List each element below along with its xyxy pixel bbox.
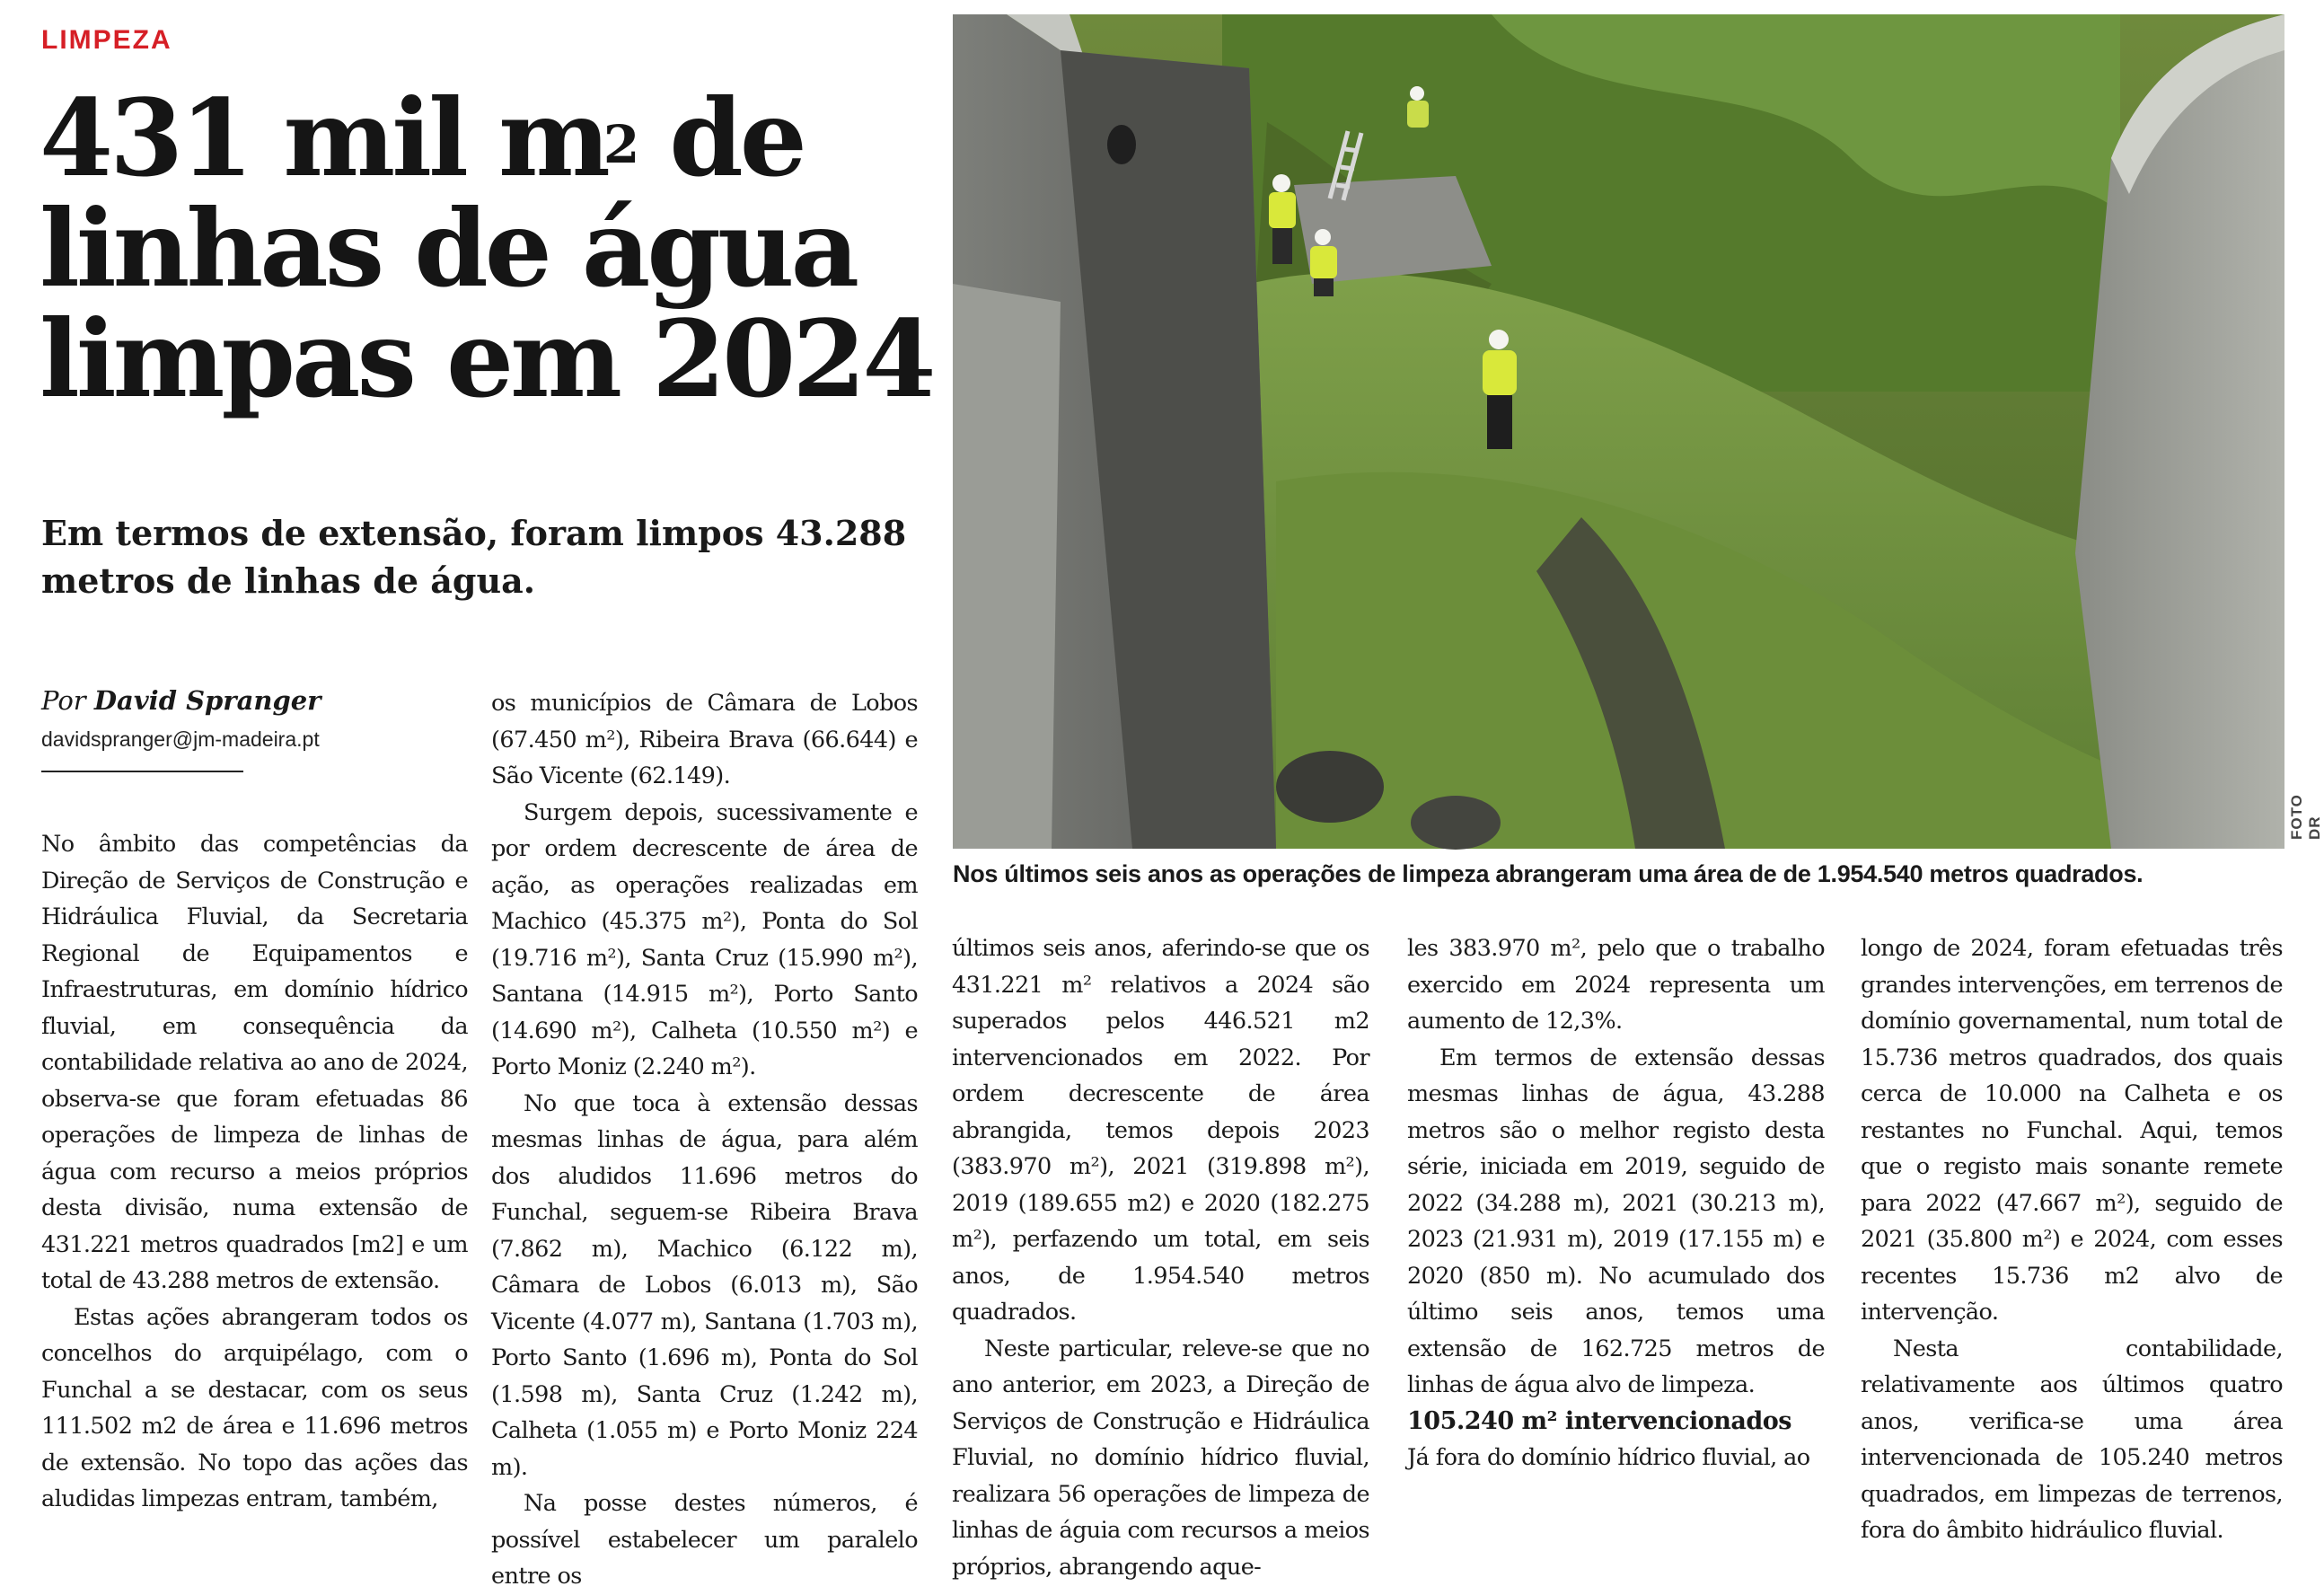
- body-column-3: [952, 930, 1369, 1585]
- subheading: 105.240 m² intervencionados: [1407, 1406, 1791, 1435]
- headline-line1: 431 mil $m^2$ de: [40, 75, 804, 200]
- photo-credit: FOTO DR: [2288, 794, 2323, 840]
- paragraph: últimos seis anos, aferindo-se que os 431.221 m² relativos a 2024 são superados pelos 446.521 m2 intervencionados em 2022. Por ordem decrescente de área abrangida, temos depois 2023 (383.970 m²), 2021 (319.898 m²), 2019 (189.655 m2) e 2020 (182.275 m²), perfazendo um total, em seis anos, de 1.954.540 metros quadrados.: [952, 935, 1369, 1326]
- paragraph: Neste particular, releve-se que no ano anterior, em 2023, a Direção de Serviços de Construção e Hidráulica Fluvial, no domínio hídrico fluvial, realizara 56 operações de limpeza de linhas de águia com recursos a meios próprios, abrangendo aque-: [952, 1335, 1369, 1581]
- headline-line2: linhas de água: [40, 186, 857, 311]
- paragraph: Estas ações abrangeram todos os concelhos do arquipélago, com o Funchal a se destacar, com os seus 111.502 m2 de área e 11.696 metros de extensão. No topo das ações das aludidas limpezas entram, também,: [41, 1303, 468, 1512]
- body-column-5: [1861, 930, 2283, 1549]
- headline-line3: limpas em 2024: [40, 296, 933, 421]
- paragraph: Já fora do domínio hídrico fluvial, ao: [1407, 1444, 1810, 1471]
- byline-prefix: Por: [41, 685, 94, 716]
- byline-author: David Spranger: [93, 685, 321, 716]
- lead-paragraph: Em termos de extensão, foram limpos 43.288 metros de linhas de água.: [41, 513, 907, 601]
- paragraph: les 383.970 m², pelo que o trabalho exercido em 2024 representa um aumento de 12,3%.: [1407, 935, 1825, 1035]
- paragraph: os municípios de Câmara de Lobos (67.450 m²), Ribeira Brava (66.644) e São Vicente (62.149).: [491, 690, 918, 789]
- paragraph: Nesta contabilidade, relativamente aos últimos quatro anos, verifica-se uma área intervencionada de 105.240 metros quadrados, em limpezas de terrenos, fora do âmbito hidráulico fluvial.: [1861, 1335, 2283, 1544]
- paragraph: Na posse destes números, é possível estabelecer um paralelo entre os: [491, 1490, 918, 1590]
- headline: [40, 75, 946, 421]
- paragraph: Em termos de extensão dessas mesmas linhas de água, 43.288 metros são o melhor registo desta série, iniciada em 2019, seguido de 2022 (34.288 m), 2021 (30.213 m), 2023 (21.931 m), 2019 (17.155 m) e 2020 (850 m). No acumulado dos último seis anos, temos uma extensão de 162.725 metros de linhas de água alvo de limpeza.: [1407, 1044, 1825, 1398]
- paragraph: Surgem depois, sucessivamente e por ordem decrescente de área de ação, as operações realizadas em Machico (45.375 m²), Ponta do Sol (19.716 m²), Santa Cruz (15.990 m²), Santana (14.915 m²), Porto Santo (14.690 m²), Calheta (10.550 m²) e Porto Moniz (2.240 m²).: [491, 798, 918, 1080]
- body-column-2: [491, 685, 918, 1595]
- byline: [41, 685, 321, 716]
- paragraph: No âmbito das competências da Direção de Serviços de Construção e Hidráulica Fluvial, da Secretaria Regional de Equipamentos e Infraestruturas, em domínio hídrico fluvial, em consequência da contabilidade relativa ao ano de 2024, observa-se que foram efetuadas 86 operações de limpeza de linhas de água com recurso a meios próprios desta divisão, numa extensão de 431.221 metros quadrados [m2] e um total de 43.288 metros de extensão.: [41, 831, 468, 1294]
- paragraph: longo de 2024, foram efetuadas três grandes intervenções, em terrenos de domínio governamental, num total de 15.736 metros quadrados, dos quais cerca de 10.000 na Calheta e os restantes no Funchal. Aqui, temos que o registo mais sonante remete para 2022 (47.667 m²), seguido de 2021 (35.800 m²) e 2024, com esses recentes 15.736 m2 alvo de intervenção.: [1861, 935, 2283, 1326]
- paragraph: No que toca à extensão dessas mesmas linhas de água, para além dos aludidos 11.696 metros do Funchal, seguem-se Ribeira Brava (7.862 m), Machico (6.122 m), Câmara de Lobos (6.013 m), São Vicente (4.077 m), Santana (1.703 m), Porto Santo (1.696 m), Ponta do Sol (1.598 m), Santa Cruz (1.242 m), Calheta (1.055 m) e Porto Moniz 224 m).: [491, 1089, 918, 1481]
- body-column-1: [41, 826, 468, 1518]
- author-email[interactable]: davidspranger@jm-madeira.pt: [41, 727, 320, 751]
- article-photo: [953, 14, 2284, 849]
- byline-divider: [41, 771, 243, 772]
- body-column-4: [1407, 930, 1825, 1476]
- section-label: LIMPEZA: [41, 25, 172, 55]
- photo-caption: Nos últimos seis anos as operações de limpeza abrangeram uma área de de 1.954.540 metros quadrados.: [953, 860, 2144, 887]
